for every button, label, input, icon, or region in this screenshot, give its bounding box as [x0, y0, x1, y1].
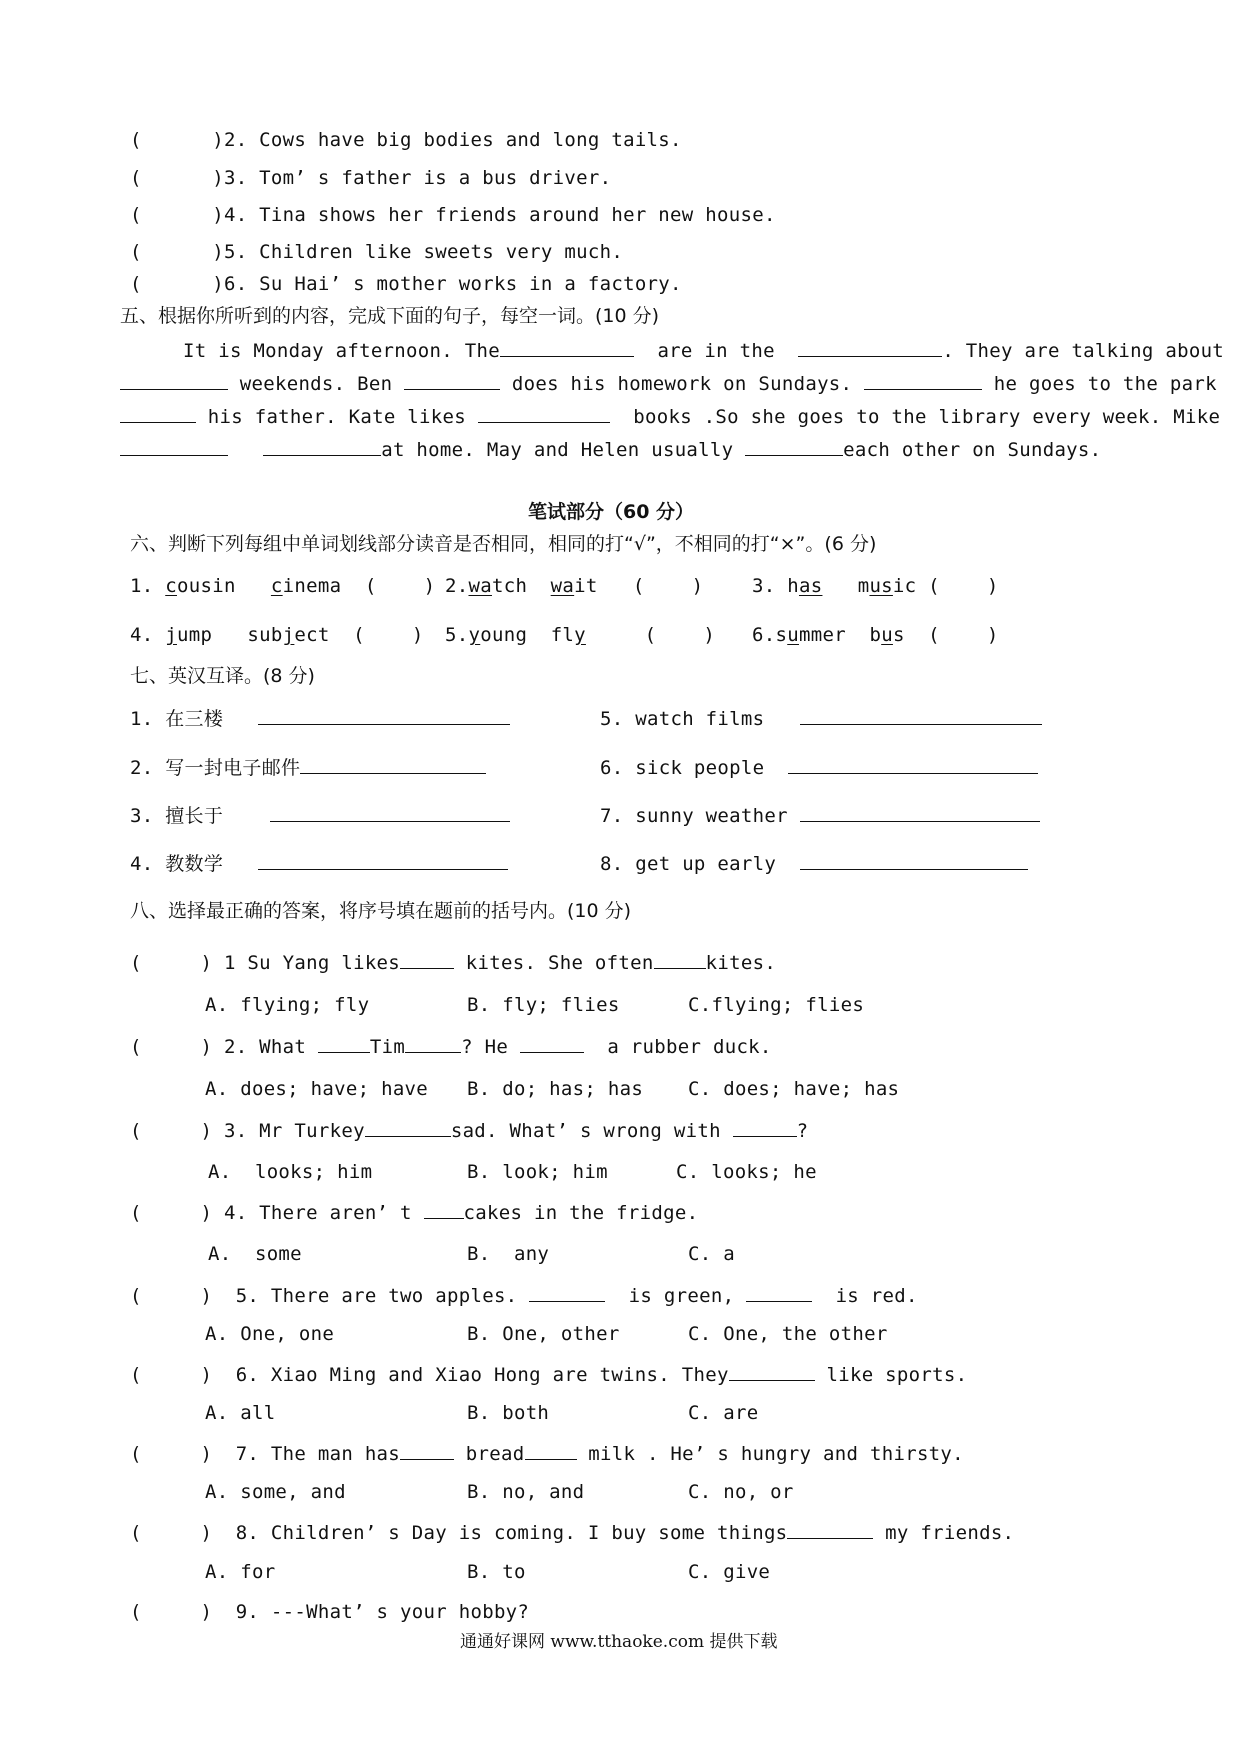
q2-option-b[interactable]: B. do; has; has — [467, 1078, 644, 1100]
q3-option-b[interactable]: B. look; him — [467, 1161, 608, 1183]
section5-line-3: his father. Kate likes books .So she goes to the library every week. Mike — [120, 404, 1220, 429]
q2-option-a[interactable]: A. does; have; have — [205, 1078, 429, 1100]
fill-blank[interactable] — [746, 1283, 812, 1302]
choice-question-8: ( ) 8. Children’ s Day is coming. I buy some things my friends. — [130, 1522, 1015, 1544]
answer-line[interactable] — [788, 755, 1038, 774]
fill-blank[interactable] — [798, 338, 942, 357]
q8-option-a[interactable]: A. for — [205, 1561, 276, 1583]
answer-line[interactable] — [800, 706, 1042, 725]
fill-blank[interactable] — [318, 1034, 370, 1053]
q6-option-c[interactable]: C. are — [688, 1402, 759, 1424]
q1-option-a[interactable]: A. flying; fly — [205, 994, 370, 1016]
choice-question-7: ( ) 7. The man has bread milk . He’ s hungry and thirsty. — [130, 1443, 964, 1465]
q1-option-c[interactable]: C.flying; flies — [688, 994, 865, 1016]
fill-blank[interactable] — [400, 950, 454, 969]
fill-blank[interactable] — [654, 950, 706, 969]
answer-line[interactable] — [300, 755, 486, 774]
q3-option-a[interactable]: A. looks; him — [208, 1161, 373, 1183]
q7-option-c[interactable]: C. no, or — [688, 1481, 794, 1503]
phonics-item-6: 6.summer bus ( ) — [752, 624, 999, 646]
choice-question-6: ( ) 6. Xiao Ming and Xiao Hong are twins. They like sports. — [130, 1364, 968, 1386]
section5-heading: 五、根据你所听到的内容，完成下面的句子，每空一词。(10 分) — [120, 305, 660, 327]
phonics-item-2: 2.watch wait ( ) — [445, 575, 704, 597]
translate-item-5: 5. watch films — [600, 706, 1042, 731]
tf-item-3: ( )3. Tom’ s father is a bus driver. — [130, 167, 612, 189]
fill-blank[interactable] — [864, 371, 982, 390]
translate-item-4: 4. 教数学 — [130, 851, 508, 876]
phonics-item-4: 4. jump subject ( ) — [130, 624, 424, 646]
answer-line[interactable] — [800, 803, 1040, 822]
fill-blank[interactable] — [424, 1200, 464, 1219]
answer-line[interactable] — [800, 851, 1028, 870]
tf-item-2: ( )2. Cows have big bodies and long tails. — [130, 129, 682, 151]
footer-credit: 通通好课网 www.tthaoke.com 提供下载 — [460, 1632, 778, 1652]
fill-blank[interactable] — [263, 437, 381, 456]
q8-option-c[interactable]: C. give — [688, 1561, 771, 1583]
q5-option-c[interactable]: C. One, the other — [688, 1323, 888, 1345]
section5-line-2: weekends. Ben does his homework on Sundays. he goes to the park — [120, 371, 1217, 396]
fill-blank[interactable] — [787, 1520, 873, 1539]
fill-blank[interactable] — [405, 1034, 461, 1053]
q5-option-a[interactable]: A. One, one — [205, 1323, 335, 1345]
translate-item-8: 8. get up early — [600, 851, 1028, 876]
fill-blank[interactable] — [365, 1118, 451, 1137]
fill-blank[interactable] — [478, 404, 610, 423]
q4-option-b[interactable]: B. any — [467, 1243, 550, 1265]
q2-option-c[interactable]: C. does; have; has — [688, 1078, 900, 1100]
choice-question-4: ( ) 4. There aren’ t cakes in the fridge. — [130, 1202, 699, 1224]
fill-blank[interactable] — [733, 1118, 797, 1137]
phonics-item-5: 5.young fly ( ) — [445, 624, 716, 646]
fill-blank[interactable] — [729, 1362, 815, 1381]
translate-item-3: 3. 擅长于 — [130, 803, 510, 828]
tf-item-6: ( )6. Su Hai’ s mother works in a factory. — [130, 273, 682, 295]
section5-line-4: at home. May and Helen usually each other on Sundays. — [120, 437, 1101, 462]
fill-blank[interactable] — [400, 1441, 454, 1460]
q7-option-a[interactable]: A. some, and — [205, 1481, 346, 1503]
fill-blank[interactable] — [525, 1441, 577, 1460]
answer-line[interactable] — [258, 706, 510, 725]
choice-question-2: ( ) 2. What Tim ? He a rubber duck. — [130, 1036, 772, 1058]
choice-question-1: ( ) 1 Su Yang likes kites. She often kites. — [130, 952, 777, 974]
q6-option-a[interactable]: A. all — [205, 1402, 276, 1424]
fill-blank[interactable] — [745, 437, 843, 456]
section6-heading: 六、判断下列每组中单词划线部分读音是否相同，相同的打“√”，不相同的打“×”。(6 分) — [130, 533, 877, 555]
q7-option-b[interactable]: B. no, and — [467, 1481, 585, 1503]
q8-option-b[interactable]: B. to — [467, 1561, 526, 1583]
choice-question-5: ( ) 5. There are two apples. is green, is red. — [130, 1285, 918, 1307]
choice-question-3: ( ) 3. Mr Turkey sad. What’ s wrong with ? — [130, 1120, 809, 1142]
fill-blank[interactable] — [120, 437, 228, 456]
tf-item-5: ( )5. Children like sweets very much. — [130, 241, 624, 263]
answer-line[interactable] — [270, 803, 510, 822]
choice-question-9: ( ) 9. ---What’ s your hobby? — [130, 1601, 530, 1623]
fill-blank[interactable] — [520, 1034, 584, 1053]
fill-blank[interactable] — [500, 338, 634, 357]
answer-line[interactable] — [258, 851, 508, 870]
phonics-item-1: 1. cousin cinema ( ) — [130, 575, 436, 597]
q3-option-c[interactable]: C. looks; he — [676, 1161, 817, 1183]
q5-option-b[interactable]: B. One, other — [467, 1323, 620, 1345]
fill-blank[interactable] — [404, 371, 500, 390]
translate-item-6: 6. sick people — [600, 755, 1038, 780]
translate-item-7: 7. sunny weather — [600, 803, 1040, 828]
translate-item-2: 2. 写一封电子邮件 — [130, 755, 486, 780]
translate-item-1: 1. 在三楼 — [130, 706, 510, 731]
section7-heading: 七、英汉互译。(8 分) — [130, 665, 315, 687]
q1-option-b[interactable]: B. fly; flies — [467, 994, 620, 1016]
fill-blank[interactable] — [529, 1283, 605, 1302]
q4-option-c[interactable]: C. a — [688, 1243, 735, 1265]
written-part-title: 笔试部分（60 分） — [528, 501, 695, 523]
section5-line-1: It is Monday afternoon. The are in the . They are talking about — [183, 340, 1225, 362]
tf-item-4: ( )4. Tina shows her friends around her new house. — [130, 204, 776, 226]
q4-option-a[interactable]: A. some — [208, 1243, 302, 1265]
section8-heading: 八、选择最正确的答案，将序号填在题前的括号内。(10 分) — [130, 900, 632, 922]
q6-option-b[interactable]: B. both — [467, 1402, 550, 1424]
phonics-item-3: 3. has music ( ) — [752, 575, 999, 597]
fill-blank[interactable] — [120, 404, 196, 423]
fill-blank[interactable] — [120, 371, 228, 390]
